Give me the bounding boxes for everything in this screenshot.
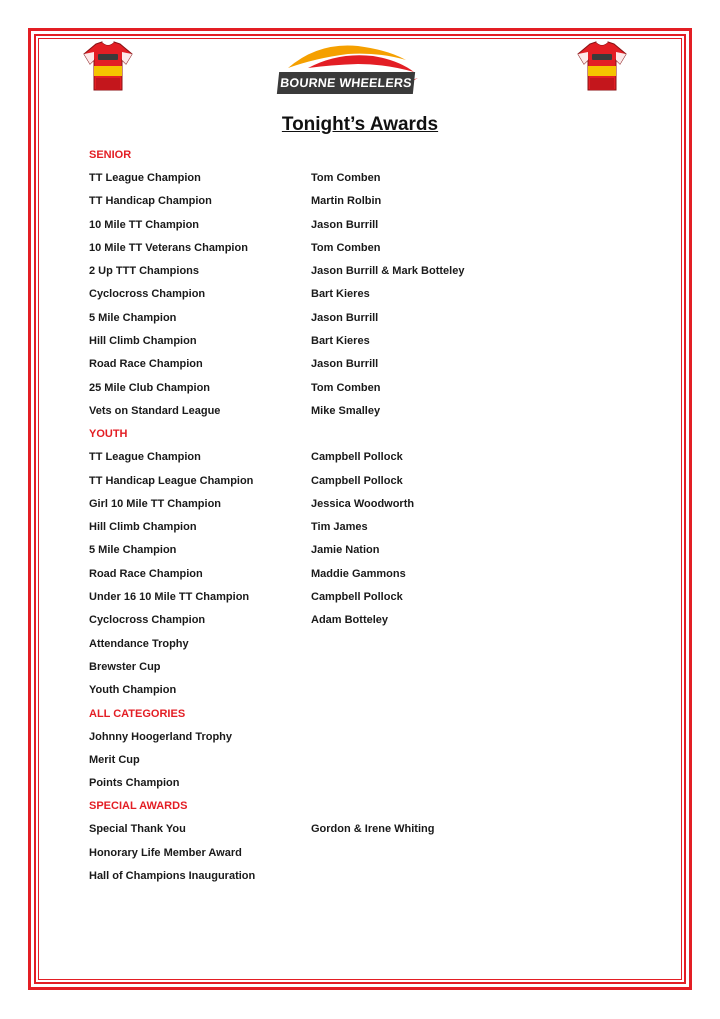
award-winner	[311, 870, 649, 883]
award-winner	[311, 847, 649, 860]
club-logo	[278, 38, 424, 112]
award-row	[89, 684, 649, 697]
award-row	[89, 358, 649, 371]
award-winner: Jason Burrill	[311, 358, 379, 371]
award-winner	[311, 731, 649, 744]
award-winner: Tom Comben	[311, 172, 381, 184]
award-winner: Tom Comben	[311, 381, 381, 394]
award-winner: Bart Kieres	[311, 288, 370, 301]
award-winner: Adam Botteley	[311, 614, 389, 627]
award-winner	[311, 661, 649, 674]
award-name: Honorary Life Member Award	[89, 846, 242, 859]
section-heading: SPECIAL AWARDS	[89, 800, 188, 813]
section-heading: ALL CATEGORIES	[89, 707, 186, 720]
awards-section	[89, 708, 649, 791]
award-name: Merit Cup	[89, 753, 140, 766]
award-winner: Martin Rolbin	[311, 195, 382, 208]
awards-list	[89, 149, 649, 893]
award-name: Road Race Champion	[89, 567, 203, 580]
award-name: Points Champion	[89, 777, 180, 790]
award-winner: Maddie Gammons	[311, 567, 406, 580]
award-winner: Jason Burrill & Mark Botteley	[311, 265, 465, 278]
award-row	[89, 312, 649, 325]
award-row	[89, 754, 649, 767]
award-name: Girl 10 Mile TT Champion	[89, 497, 222, 510]
section-heading: SENIOR	[89, 149, 132, 161]
award-row	[89, 475, 649, 488]
award-row	[89, 451, 649, 464]
jersey-icon-right	[576, 40, 628, 92]
section-heading: YOUTH	[89, 428, 128, 441]
award-row	[89, 405, 649, 418]
award-name: Vets on Standard League	[89, 404, 221, 417]
award-winner: Mike Smalley	[311, 404, 381, 417]
award-name: TT League Champion	[89, 172, 201, 184]
award-name: Johnny Hoogerland Trophy	[89, 730, 233, 743]
award-winner: Jessica Woodworth	[311, 497, 415, 510]
award-row	[89, 823, 649, 836]
award-winner: Campbell Pollock	[311, 591, 403, 604]
award-row	[89, 870, 649, 883]
award-name: Cyclocross Champion	[89, 288, 206, 301]
award-winner	[311, 684, 649, 697]
award-name: Brewster Cup	[89, 660, 161, 673]
award-row	[89, 777, 649, 790]
award-name: TT Handicap Champion	[89, 195, 212, 208]
logo-text: BOURNE WHEELERS CC	[277, 72, 415, 94]
award-row	[89, 498, 649, 511]
awards-section	[89, 428, 649, 697]
award-row	[89, 195, 649, 208]
award-name: 10 Mile TT Champion	[89, 218, 200, 231]
award-row	[89, 219, 649, 232]
award-row	[89, 731, 649, 744]
award-winner: Jason Burrill	[311, 311, 379, 324]
award-row	[89, 614, 649, 627]
award-name: 2 Up TTT Champions	[89, 265, 199, 278]
award-row	[89, 847, 649, 860]
award-winner: Campbell Pollock	[311, 451, 403, 464]
awards-section	[89, 149, 649, 418]
award-winner	[311, 638, 649, 651]
award-name: 10 Mile TT Veterans Champion	[89, 241, 248, 254]
award-name: Road Race Champion	[89, 358, 203, 371]
awards-section	[89, 800, 649, 883]
award-winner	[311, 777, 649, 790]
award-name: TT Handicap League Champion	[89, 474, 254, 487]
award-name: Special Thank You	[89, 823, 186, 836]
award-winner: Jamie Nation	[311, 544, 380, 557]
award-row	[89, 591, 649, 604]
award-winner	[311, 754, 649, 767]
award-winner: Tim James	[311, 521, 368, 534]
award-row	[89, 382, 649, 395]
award-winner: Gordon & Irene Whiting	[311, 823, 435, 836]
award-name: Hill Climb Champion	[89, 335, 197, 348]
award-row	[89, 242, 649, 255]
award-name: Under 16 10 Mile TT Champion	[89, 591, 250, 604]
award-name: Cyclocross Champion	[89, 614, 206, 627]
award-winner: Jason Burrill	[311, 218, 379, 231]
award-name: 25 Mile Club Champion	[89, 381, 211, 394]
award-row	[89, 265, 649, 278]
award-name: 5 Mile Champion	[89, 311, 177, 324]
award-row	[89, 335, 649, 348]
award-winner: Tom Comben	[311, 241, 381, 254]
award-winner: Bart Kieres	[311, 335, 370, 348]
award-row	[89, 568, 649, 581]
award-winner: Campbell Pollock	[311, 474, 403, 487]
award-name: 5 Mile Champion	[89, 544, 177, 557]
jersey-icon-left	[82, 40, 134, 92]
award-name: Hill Climb Champion	[89, 521, 197, 534]
award-name: Youth Champion	[89, 684, 177, 697]
award-row	[89, 521, 649, 534]
page-title: Tonight’s Awards	[281, 114, 439, 135]
award-row	[89, 172, 649, 185]
award-name: TT League Champion	[89, 451, 201, 464]
award-name: Hall of Champions Inauguration	[89, 870, 256, 883]
award-row	[89, 661, 649, 674]
award-name: Attendance Trophy	[89, 637, 189, 650]
award-row	[89, 638, 649, 651]
award-row	[89, 544, 649, 557]
award-row	[89, 288, 649, 301]
